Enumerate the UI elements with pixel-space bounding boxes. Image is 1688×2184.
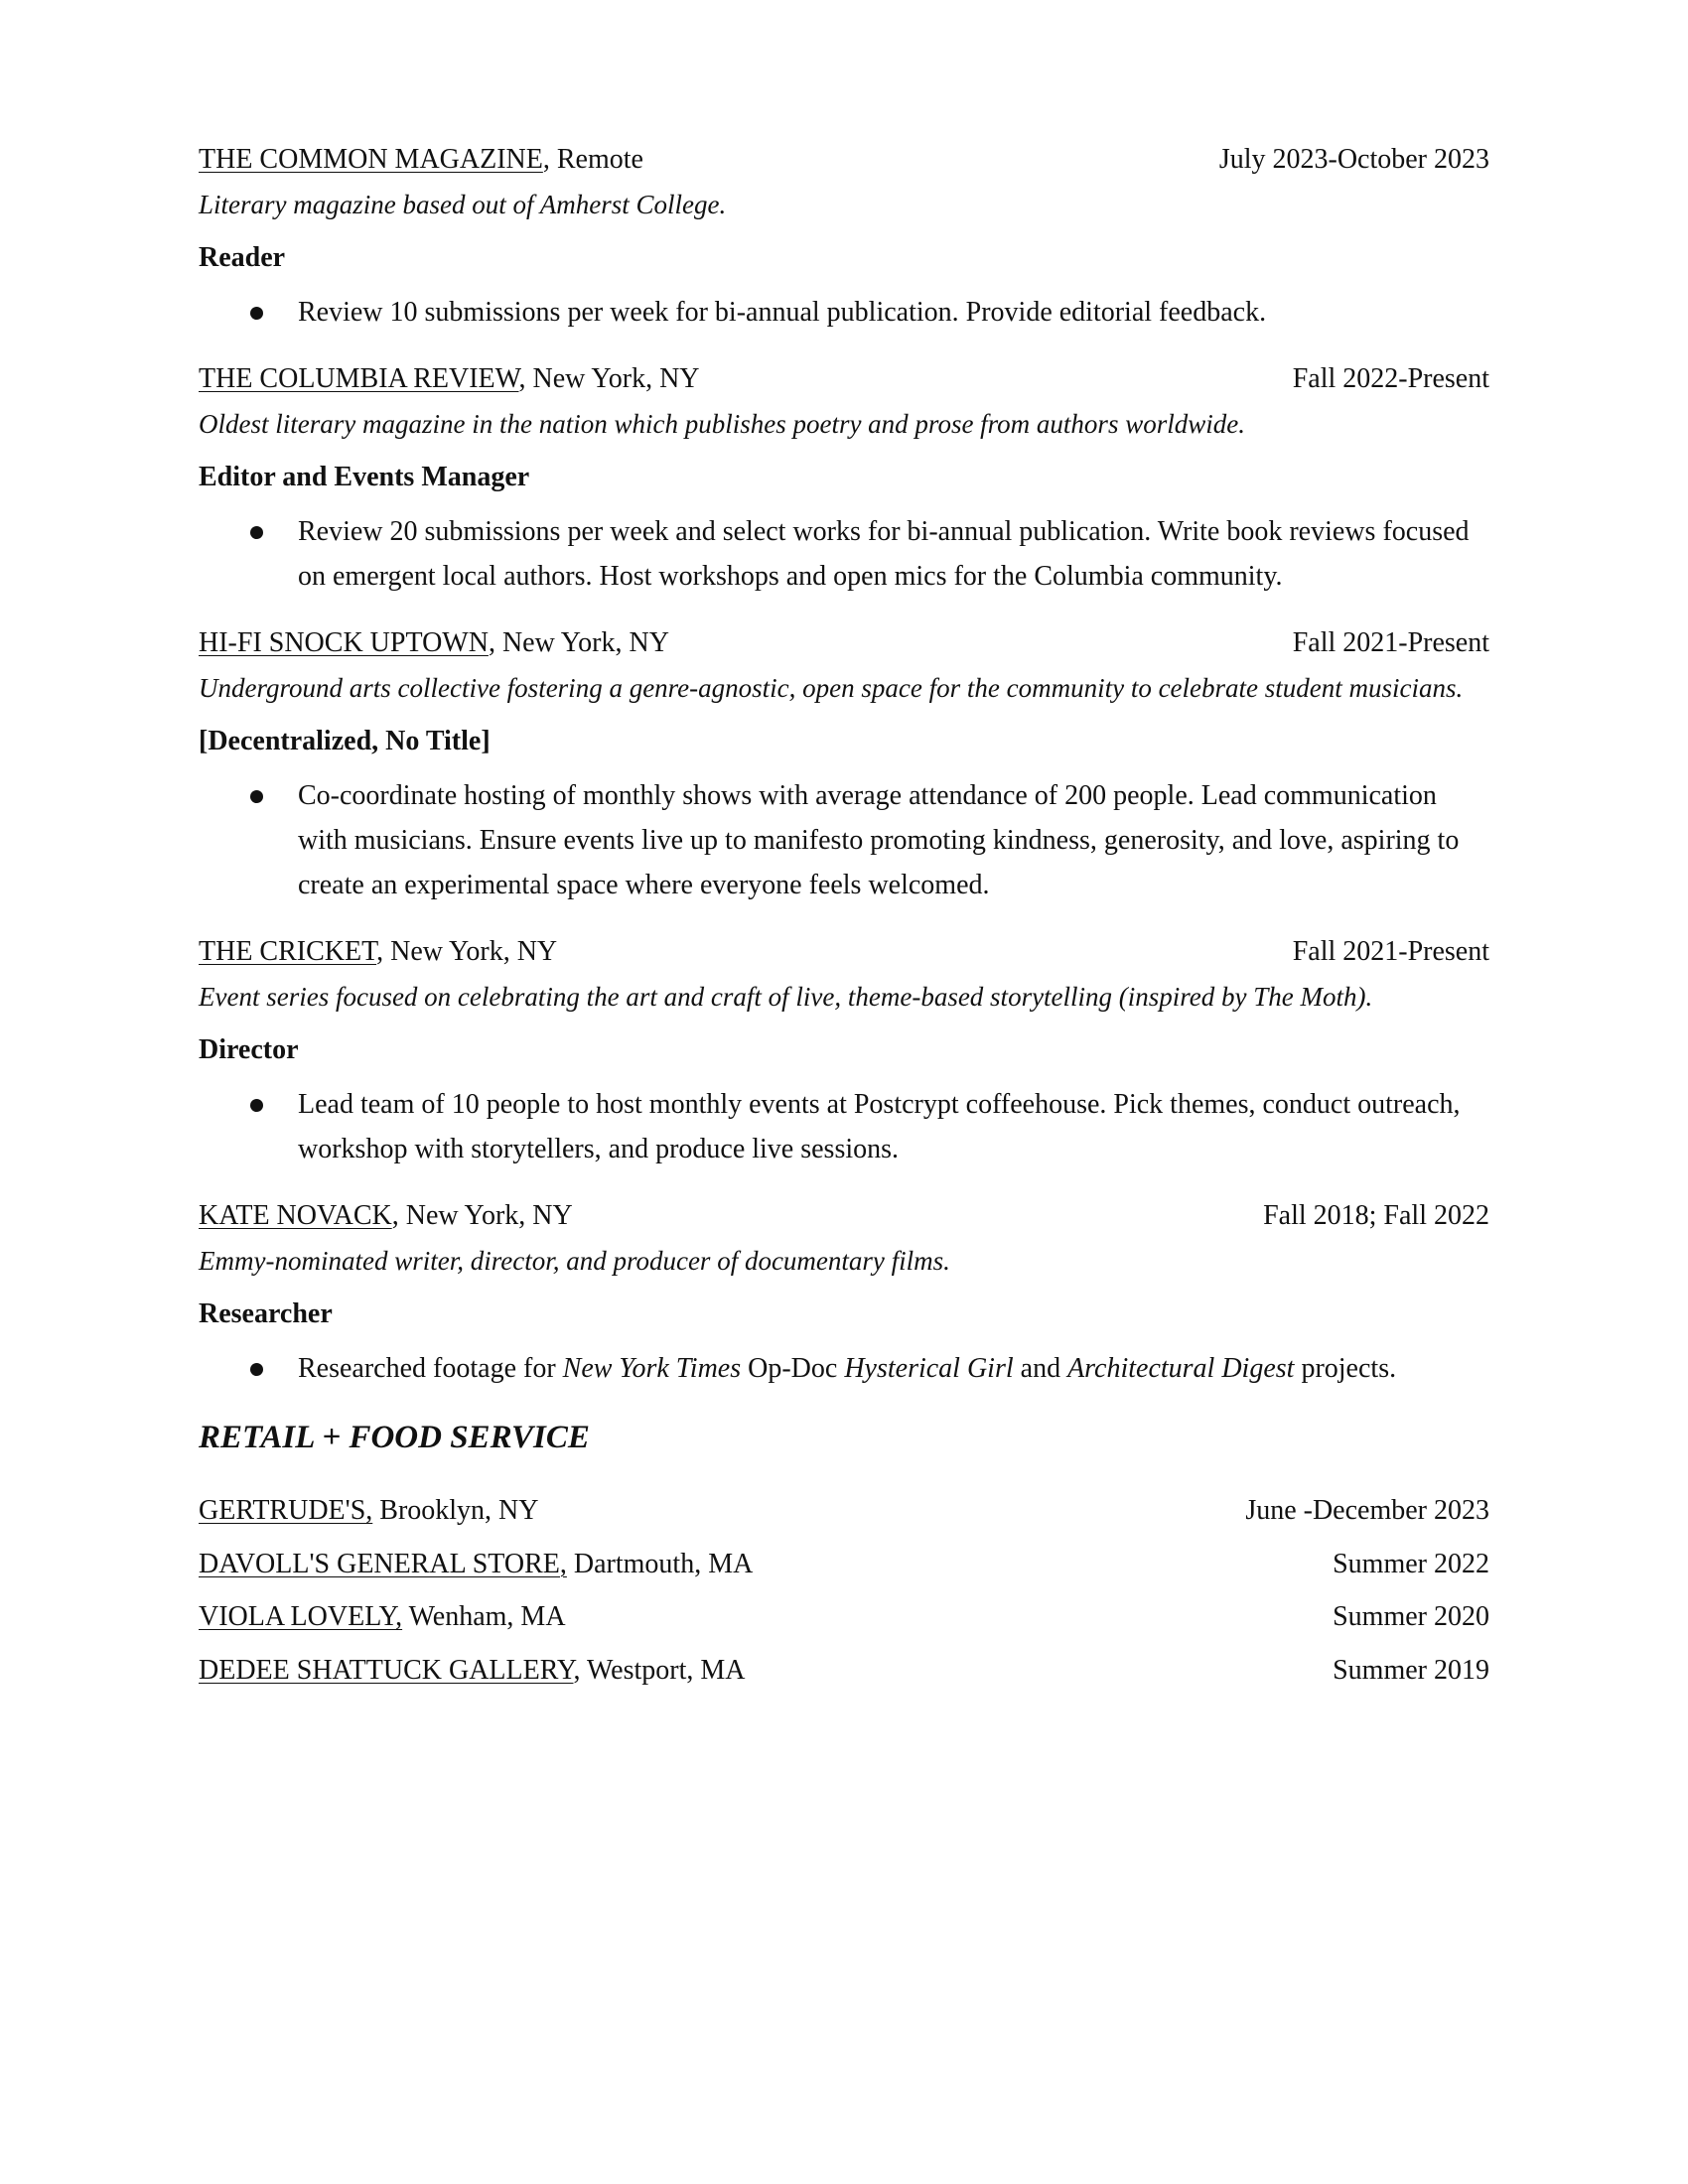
experience-entry [199, 137, 1489, 335]
resume-page [199, 137, 1489, 1697]
entry-role: Reader [199, 242, 286, 273]
entry-header [199, 137, 1489, 183]
bullet-text-part: Researched footage for [298, 1353, 563, 1384]
retail-org: DEDEE SHATTUCK GALLERY [199, 1654, 574, 1686]
retail-org: VIOLA LOVELY, [199, 1601, 403, 1632]
bullet-item [199, 773, 1489, 907]
bullet-icon [250, 1363, 263, 1376]
entry-bullets [199, 509, 1489, 599]
retail-org-location [199, 1590, 566, 1644]
bullet-text: Lead team of 10 people to host monthly events at Postcrypt coffeehouse. Pick themes, conduct outreach, workshop with storytellers, and produce live sessions. [298, 1089, 1461, 1164]
retail-dates: Summer 2019 [1333, 1654, 1489, 1686]
entry-org: THE COMMON MAGAZINE [199, 144, 543, 175]
entry-org-location [199, 620, 669, 666]
entry-header [199, 356, 1489, 402]
entry-bullets [199, 1082, 1489, 1171]
retail-item [199, 1644, 1489, 1698]
bullet-icon [250, 1099, 263, 1112]
section-heading: RETAIL + FOOD SERVICE [199, 1420, 590, 1455]
entry-description: Event series focused on celebrating the art and craft of live, theme-based storytelling (inspired by The Moth). [199, 982, 1373, 1012]
bullet-text: Review 20 submissions per week and select works for bi-annual publication. Write book reviews focused on emergent local authors. Host workshops and open mics for the Columbia community. [298, 516, 1470, 592]
retail-org-location [199, 1538, 753, 1591]
bullet-icon [250, 526, 263, 539]
retail-location: Brooklyn, NY [372, 1495, 539, 1526]
bullet-text-part: Op-Doc [741, 1353, 845, 1384]
entry-header [199, 929, 1489, 975]
entry-org-location [199, 929, 557, 975]
entry-bullets [199, 773, 1489, 907]
entry-bullets [199, 290, 1489, 335]
bullet-text-part: projects. [1294, 1353, 1397, 1384]
entry-location: , New York, NY [518, 363, 700, 394]
experience-entry [199, 1193, 1489, 1391]
entry-bullets [199, 1346, 1489, 1391]
retail-item [199, 1590, 1489, 1644]
bullet-text [298, 1353, 1396, 1384]
entry-role: Editor and Events Manager [199, 462, 530, 492]
entry-org-location [199, 1193, 573, 1239]
entry-role: Director [199, 1034, 299, 1065]
bullet-icon [250, 790, 263, 803]
experience-entry [199, 620, 1489, 907]
entry-location: , New York, NY [376, 936, 558, 967]
bullet-item [199, 1346, 1489, 1391]
entry-org: THE CRICKET [199, 936, 377, 967]
retail-dates: Summer 2020 [1333, 1601, 1489, 1632]
entry-description: Literary magazine based out of Amherst College. [199, 190, 727, 219]
bullet-text-italic: Hysterical Girl [844, 1353, 1014, 1384]
bullet-icon [250, 307, 263, 320]
entry-dates: Fall 2021-Present [1292, 936, 1489, 967]
entry-role: Researcher [199, 1298, 333, 1329]
entry-header [199, 620, 1489, 666]
retail-location: , Westport, MA [573, 1654, 746, 1686]
entry-org-location [199, 356, 700, 402]
entry-location: , New York, NY [391, 1200, 573, 1231]
entry-org: HI-FI SNOCK UPTOWN [199, 627, 489, 658]
retail-org: GERTRUDE'S, [199, 1495, 373, 1526]
experience-entry [199, 929, 1489, 1171]
entry-dates: Fall 2022-Present [1292, 363, 1489, 394]
bullet-item [199, 509, 1489, 599]
retail-dates: Summer 2022 [1333, 1548, 1489, 1579]
retail-org: DAVOLL'S GENERAL STORE, [199, 1548, 567, 1579]
bullet-text-italic: Architectural Digest [1067, 1353, 1295, 1384]
retail-location: Wenham, MA [402, 1601, 566, 1632]
experience-entry [199, 356, 1489, 599]
entry-header [199, 1193, 1489, 1239]
retail-location: Dartmouth, MA [566, 1548, 754, 1579]
entry-description: Underground arts collective fostering a genre-agnostic, open space for the community to celebrate student musicians. [199, 673, 1464, 703]
retail-item [199, 1484, 1489, 1538]
bullet-text-italic: New York Times [562, 1353, 742, 1384]
entry-org: THE COLUMBIA REVIEW [199, 363, 519, 394]
entry-org: KATE NOVACK [199, 1200, 392, 1231]
retail-list [199, 1484, 1489, 1697]
entry-dates: July 2023-October 2023 [1218, 144, 1489, 175]
bullet-text-part: and [1013, 1353, 1068, 1384]
retail-org-location [199, 1484, 539, 1538]
entry-location: , Remote [542, 144, 643, 175]
entry-description: Oldest literary magazine in the nation which publishes poetry and prose from authors worldwide. [199, 409, 1245, 439]
retail-item [199, 1538, 1489, 1591]
bullet-text: Co-coordinate hosting of monthly shows with average attendance of 200 people. Lead communication with musicians. Ensure events live up to manifesto promoting kindness, generosity, and love, aspiring to create an experimental space where everyone feels welcomed. [298, 780, 1460, 900]
retail-dates: June -December 2023 [1245, 1495, 1489, 1526]
entry-dates: Fall 2021-Present [1292, 627, 1489, 658]
entry-dates: Fall 2018; Fall 2022 [1263, 1200, 1489, 1231]
entry-location: , New York, NY [488, 627, 669, 658]
entry-org-location [199, 137, 643, 183]
entry-role: [Decentralized, No Title] [199, 726, 491, 756]
bullet-item [199, 290, 1489, 335]
entry-description: Emmy-nominated writer, director, and producer of documentary films. [199, 1246, 950, 1276]
retail-org-location [199, 1644, 746, 1698]
bullet-item [199, 1082, 1489, 1171]
bullet-text: Review 10 submissions per week for bi-annual publication. Provide editorial feedback. [298, 297, 1267, 328]
